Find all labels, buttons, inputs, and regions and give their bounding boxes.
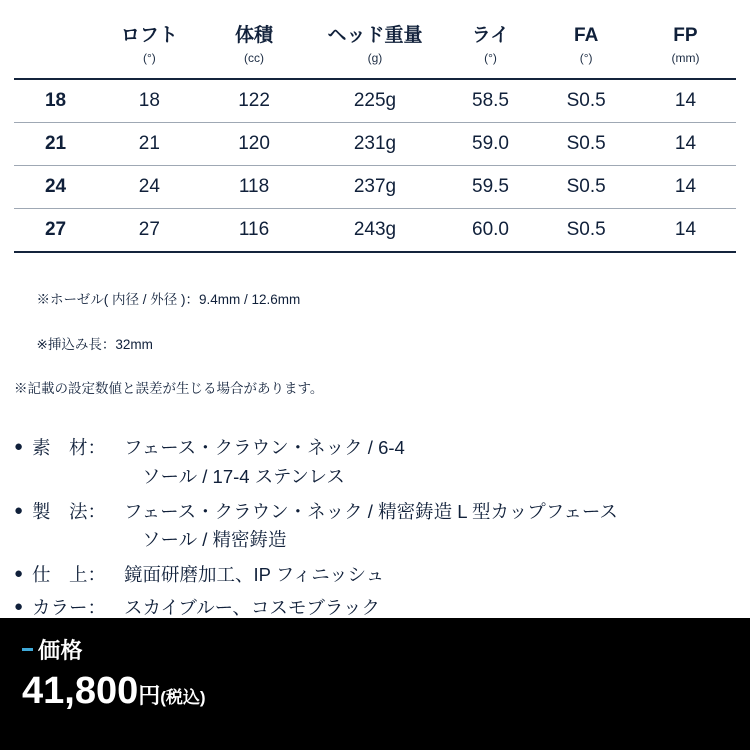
row-loft: 18	[97, 79, 202, 123]
footnote-insert-length: ※挿込み長：32mm	[36, 336, 153, 352]
table-row	[14, 208, 736, 252]
spec-value-sub: ソール / 17-4 ステンレス	[142, 466, 345, 488]
table-header-head-weight	[306, 14, 443, 79]
price-tax-note: (税込)	[160, 688, 206, 707]
bullet-icon: ●	[14, 501, 24, 519]
header-unit: (°)	[142, 50, 156, 65]
material-spec-list	[14, 434, 750, 622]
spec-row-finish	[14, 561, 750, 590]
table-header-row	[14, 14, 736, 79]
spec-value: フェース・クラウン・ネック / 6-4	[124, 437, 405, 459]
table-header-fa	[537, 14, 634, 79]
bullet-icon: ●	[14, 438, 24, 456]
row-model: 27	[14, 208, 97, 252]
row-loft: 21	[97, 122, 202, 165]
row-fp: 14	[635, 208, 736, 252]
spec-term: 製 法：	[32, 500, 107, 522]
spec-term: カラー：	[32, 596, 107, 618]
price-label-group	[22, 634, 750, 665]
row-lie: 59.0	[444, 122, 538, 165]
table-header-lie	[444, 14, 538, 79]
table-header-volume	[202, 14, 307, 79]
footnote-hosel	[14, 267, 750, 378]
row-head-weight: 237g	[306, 165, 443, 208]
row-fp: 14	[635, 122, 736, 165]
table-row	[14, 165, 736, 208]
row-model: 21	[14, 122, 97, 165]
row-head-weight: 225g	[306, 79, 443, 123]
table-header-fp	[635, 14, 736, 79]
table-row	[14, 79, 736, 123]
row-volume: 120	[202, 122, 307, 165]
row-lie: 60.0	[444, 208, 538, 252]
header-label: FA	[574, 25, 599, 46]
row-fa: S0.5	[537, 122, 634, 165]
spec-term: 素 材：	[32, 437, 107, 459]
row-fa: S0.5	[537, 208, 634, 252]
table-header-blank	[14, 14, 97, 79]
row-model: 24	[14, 165, 97, 208]
spec-value: スカイブルー、コスモブラック	[124, 596, 381, 618]
price-label: 価格	[38, 638, 84, 663]
table-row	[14, 122, 736, 165]
row-fp: 14	[635, 165, 736, 208]
spec-table	[14, 14, 736, 253]
accent-dash-icon	[22, 648, 33, 651]
row-loft: 27	[97, 208, 202, 252]
row-loft: 24	[97, 165, 202, 208]
row-volume: 122	[202, 79, 307, 123]
header-unit: (°)	[484, 50, 497, 65]
price-currency: 円	[138, 683, 161, 708]
row-head-weight: 243g	[306, 208, 443, 252]
spec-value-group	[124, 434, 750, 491]
table-header-loft	[97, 14, 202, 79]
header-label: ヘッド重量	[327, 25, 423, 46]
spec-table-head	[14, 14, 736, 79]
price-value-group	[22, 671, 750, 713]
spec-row-construction	[14, 498, 750, 555]
spec-row-material	[14, 434, 750, 491]
spec-value-group	[124, 498, 750, 555]
header-label: FP	[673, 25, 698, 46]
footnote-hosel-text: ※ホーゼル( 内径 / 外径 )：9.4mm / 12.6mm	[36, 292, 301, 308]
spec-value: フェース・クラウン・ネック / 精密鋳造 L 型カップフェース	[124, 500, 618, 522]
row-fa: S0.5	[537, 165, 634, 208]
row-volume: 118	[202, 165, 307, 208]
footnote-tolerance: ※記載の設定数値と誤差が生じる場合があります。	[14, 381, 324, 397]
bullet-icon: ●	[14, 565, 24, 583]
row-fp: 14	[635, 79, 736, 123]
header-label: ロフト	[120, 25, 178, 46]
spec-table-body	[14, 79, 736, 252]
header-label: 体積	[235, 25, 274, 46]
row-model: 18	[14, 79, 97, 123]
price-bar	[0, 618, 750, 750]
spec-value-sub: ソール / 精密鋳造	[142, 529, 287, 551]
bullet-icon: ●	[14, 597, 24, 615]
row-volume: 116	[202, 208, 307, 252]
spec-term: 仕 上：	[32, 564, 107, 586]
header-unit: (mm)	[671, 50, 700, 65]
row-lie: 59.5	[444, 165, 538, 208]
row-fa: S0.5	[537, 79, 634, 123]
header-unit: (°)	[579, 50, 593, 65]
price-amount: 41,800	[22, 670, 139, 712]
header-unit: (cc)	[244, 50, 265, 65]
header-label: ライ	[471, 25, 510, 46]
header-unit: (g)	[367, 50, 383, 65]
spec-value: 鏡面研磨加工、IP フィニッシュ	[124, 564, 385, 586]
row-lie: 58.5	[444, 79, 538, 123]
footnotes	[14, 267, 750, 401]
row-head-weight: 231g	[306, 122, 443, 165]
